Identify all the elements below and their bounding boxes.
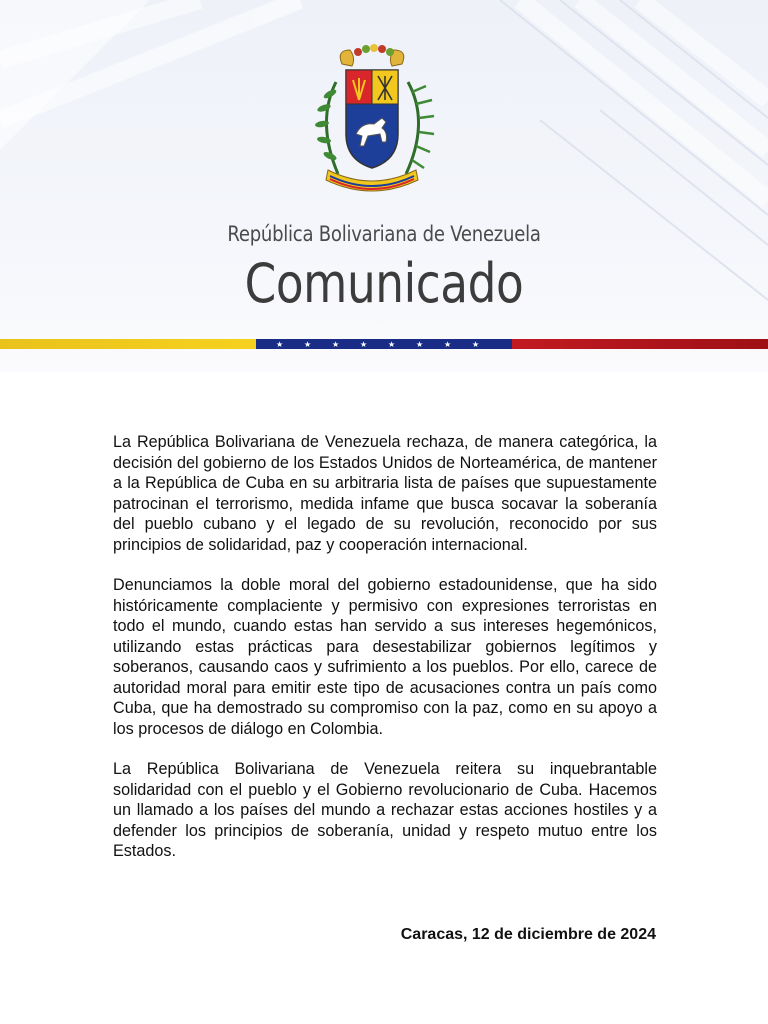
svg-text:★: ★ bbox=[304, 340, 312, 349]
svg-text:★: ★ bbox=[332, 340, 340, 349]
flag-stripe-red bbox=[512, 339, 768, 349]
paragraph-2: Denunciamos la doble moral del gobierno estadounidense, que ha sido históricamente complaciente y permisivo con expresiones terroristas en todo el mundo, cuando estas han servido a sus intereses hegemónicos, utilizando estas prácticas para desestabilizar gobiernos legítimos y soberanos, causando caos y sufrimiento a los pueblos. Por ello, carece de autoridad moral para emitir este tipo de acusaciones contra un país como Cuba, que ha demostrado su compromiso con la paz, como en su apoyo a los procesos de diálogo en Colombia. bbox=[113, 576, 657, 738]
place-and-date: Caracas, 12 de diciembre de 2024 bbox=[400, 926, 656, 943]
flag-stripe-yellow bbox=[0, 339, 256, 349]
republic-name: República Bolivariana de Venezuela bbox=[227, 222, 541, 246]
svg-text:★: ★ bbox=[472, 340, 480, 349]
paragraph-1: La República Bolivariana de Venezuela rechaza, de manera categórica, la decisión del gobierno de los Estados Unidos de Norteamérica, de mantener a la República de Cuba en su arbitraria lista de países que supuestamente patrocinan el terrorismo, medida infame que busca socavar la soberanía del pueblo cubano y el legado de su revolución, reconocido por sus principios de solidaridad, paz y cooperación internacional. bbox=[113, 433, 657, 554]
svg-text:★: ★ bbox=[444, 340, 452, 349]
svg-text:★: ★ bbox=[416, 340, 424, 349]
coat-of-arms bbox=[306, 42, 438, 202]
communique-body bbox=[113, 432, 657, 882]
svg-text:★: ★ bbox=[360, 340, 368, 349]
paragraph-3: La República Bolivariana de Venezuela reitera su inquebrantable solidaridad con el pueblo y el Gobierno revolucionario de Cuba. Hacemos un llamado a los países del mundo a rechazar estas acciones hostiles y a defender los principios de soberanía, unidad y respeto mutuo entre los Estados. bbox=[113, 760, 657, 860]
svg-text:★: ★ bbox=[388, 340, 396, 349]
svg-text:★: ★ bbox=[276, 340, 284, 349]
flag-stars bbox=[256, 339, 512, 349]
document-title: Comunicado bbox=[244, 252, 524, 315]
letterhead bbox=[0, 0, 768, 372]
